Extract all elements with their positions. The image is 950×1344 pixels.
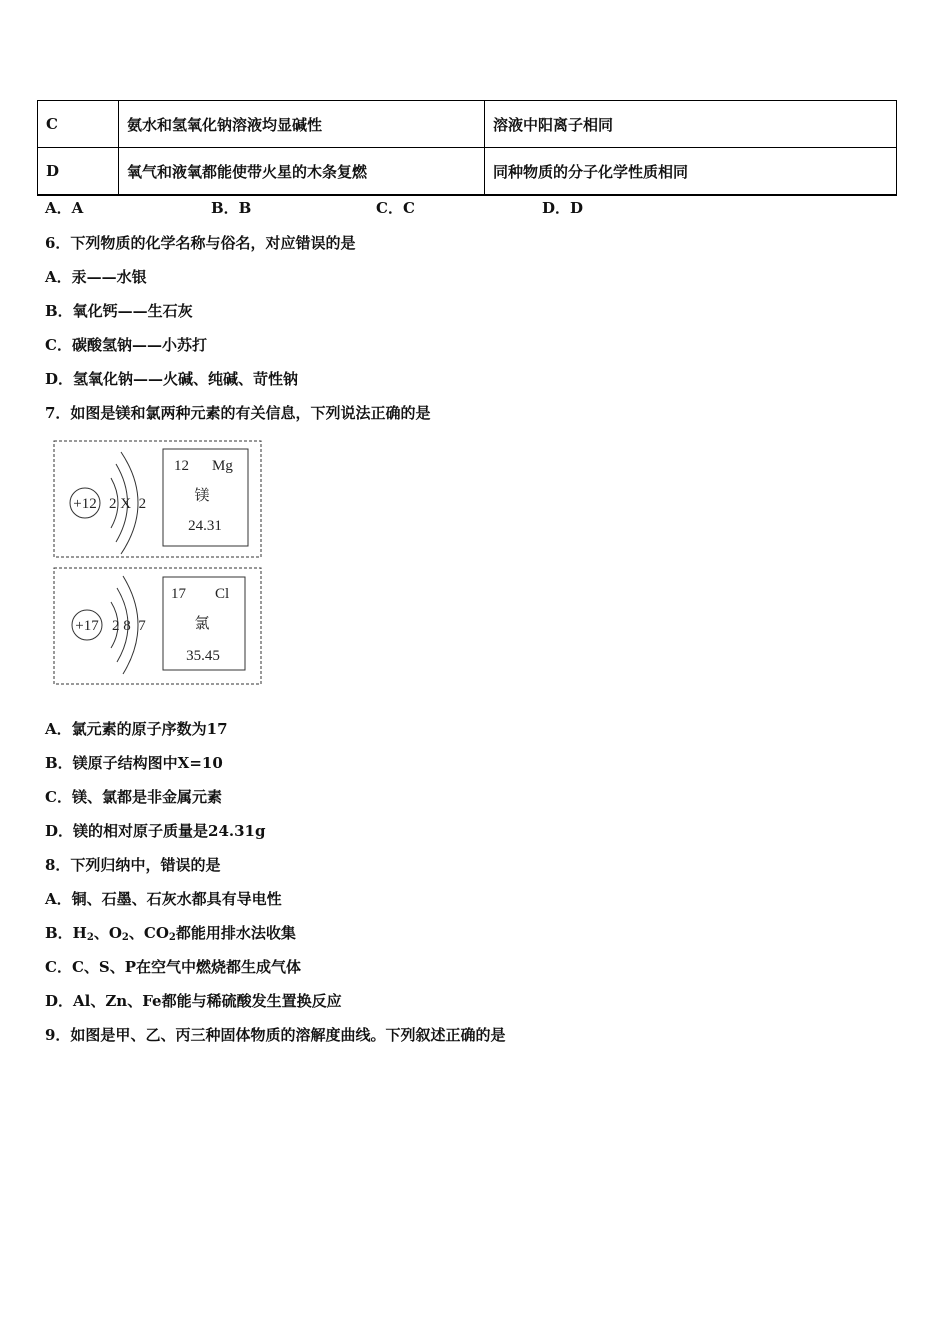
mg-symbol: Mg: [212, 458, 233, 474]
q5-option-c: C．C: [376, 199, 415, 217]
table-row: [38, 101, 897, 148]
mg-atomic-number: 12: [174, 458, 189, 474]
mg-panel: [54, 441, 261, 557]
mg-shell-electrons: 2 X 2: [109, 496, 147, 512]
q7-option-d: D．镁的相对原子质量是24.31g: [45, 822, 266, 840]
q7-stem: 7．如图是镁和氯两种元素的有关信息，下列说法正确的是: [45, 404, 431, 422]
table-row: [38, 148, 897, 196]
cl-nucleus-charge: +17: [75, 618, 99, 634]
mg-nucleus-charge: +12: [73, 496, 97, 512]
mg-atomic-mass: 24.31: [188, 518, 222, 534]
mg-name: 镁: [194, 488, 210, 504]
q6-option-c: C．碳酸氢钠——小苏打: [45, 336, 207, 354]
q5-option-d: D．D: [542, 199, 584, 217]
q8-option-c: C．C、S、P在空气中燃烧都生成气体: [45, 958, 301, 976]
row-explanation: 溶液中阳离子相同: [485, 101, 897, 148]
row-label: C: [38, 101, 119, 148]
q8-option-d: D．Al、Zn、Fe都能与稀硫酸发生置换反应: [45, 992, 342, 1010]
q8-option-a: A．铜、石墨、石灰水都具有导电性: [45, 890, 282, 908]
q6-stem: 6．下列物质的化学名称与俗名，对应错误的是: [45, 234, 356, 252]
q8-b-sub-3: 2: [168, 932, 176, 943]
cl-panel: [54, 568, 261, 684]
cl-name: 氯: [194, 616, 210, 632]
row-label: D: [38, 148, 119, 196]
q5-option-b: B．B: [211, 199, 252, 217]
q8-b-mid-2: 、CO: [128, 924, 169, 942]
q8-b-prefix: B．H: [45, 924, 87, 942]
answer-table: [37, 100, 897, 196]
q5-option-a: A．A: [45, 199, 84, 217]
q6-option-a: A．汞——水银: [45, 268, 147, 286]
q8-option-b: [45, 923, 296, 948]
q7-option-c: C．镁、氯都是非金属元素: [45, 788, 222, 806]
element-info-diagram: [53, 440, 265, 688]
q8-b-suffix: 都能用排水法收集: [175, 924, 296, 942]
cl-atomic-number: 17: [171, 586, 186, 602]
row-explanation: 同种物质的分子化学性质相同: [485, 148, 897, 196]
q8-b-mid-1: 、O: [93, 924, 122, 942]
q8-b-sub-2: 2: [121, 932, 129, 943]
row-fact: 氨水和氢氧化钠溶液均显碱性: [119, 101, 485, 148]
q7-option-a: A．氯元素的原子序数为17: [45, 720, 228, 738]
row-fact: 氧气和液氧都能使带火星的木条复燃: [119, 148, 485, 196]
q9-stem: 9．如图是甲、乙、丙三种固体物质的溶解度曲线。下列叙述正确的是: [45, 1026, 506, 1044]
cl-atomic-mass: 35.45: [186, 648, 220, 664]
cl-symbol: Cl: [215, 586, 230, 602]
q7-option-b: B．镁原子结构图中X=10: [45, 754, 223, 772]
element-diagram-svg: [53, 440, 265, 688]
q6-option-d: D．氢氧化钠——火碱、纯碱、苛性钠: [45, 370, 299, 388]
q6-option-b: B．氧化钙——生石灰: [45, 302, 193, 320]
q8-b-sub-1: 2: [86, 932, 94, 943]
q8-stem: 8．下列归纳中，错误的是: [45, 856, 221, 874]
cl-shell-electrons: 2 8 7: [112, 618, 146, 634]
